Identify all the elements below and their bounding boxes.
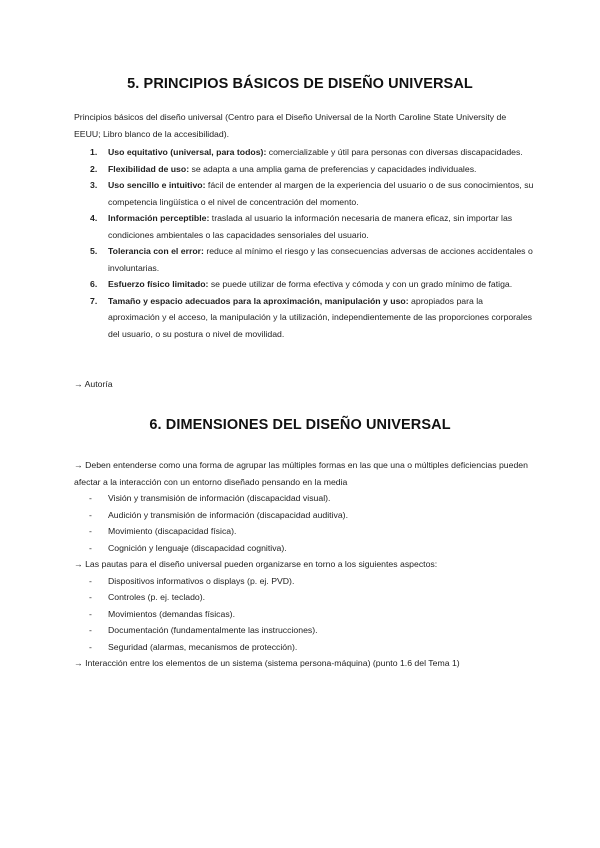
principle-item (74, 144, 534, 161)
list-item (74, 589, 534, 606)
principle-term: Tamaño y espacio adecuados para la aproximación, manipulación y uso: (108, 295, 409, 306)
dash-bullet: - (89, 542, 92, 553)
principle-term: Flexibilidad de uso: (108, 163, 190, 174)
principle-item (74, 177, 534, 210)
dash-bullet: - (89, 575, 92, 586)
principle-item (74, 293, 534, 343)
list-item (74, 540, 534, 557)
principle-desc: se puede utilizar de forma efectiva y cómoda y con un grado mínimo de fatiga. (208, 279, 513, 289)
principle-item (74, 210, 534, 243)
list-item-text: Seguridad (alarmas, mecanismos de protección). (108, 641, 298, 652)
principle-term: Esfuerzo físico limitado: (108, 279, 209, 289)
guidelines-list (74, 573, 534, 656)
dash-bullet: - (89, 608, 92, 619)
principle-desc: fácil de entender al margen de la experiencia del usuario o de sus conocimientos, su competencia lingüística o el nivel de concentración del momento. (108, 180, 534, 207)
list-item-text: Audición y transmisión de información (discapacidad auditiva). (108, 509, 348, 520)
list-item (74, 622, 534, 639)
list-item-text: Dispositivos informativos o displays (p. ej. PVD). (108, 575, 295, 586)
principles-list (74, 144, 534, 342)
principle-item (74, 161, 534, 178)
dash-bullet: - (89, 641, 92, 652)
dash-bullet: - (89, 625, 92, 635)
list-item (74, 573, 534, 590)
principle-term: Uso equitativo (universal, para todos): (108, 147, 267, 157)
list-item-text: Controles (p. ej. teclado). (108, 592, 206, 602)
section-6-body (74, 457, 534, 672)
principle-desc: apropiados para la aproximación y el acceso, la manipulación y la utilización, independientemente de las proporciones corporales del usuario, o su postura o nivel de movilidad. (108, 295, 532, 339)
principle-number: 4. (90, 213, 98, 223)
principle-desc: comercializable y útil para personas con diversas discapacidades. (266, 147, 523, 157)
dash-bullet: - (89, 509, 92, 520)
dash-bullet: - (89, 526, 92, 536)
dimensions-list (74, 490, 534, 556)
principle-term: Información perceptible: (108, 213, 210, 223)
principle-number: 3. (90, 180, 98, 190)
principle-number: 1. (90, 147, 98, 157)
section-6-heading: 6. DIMENSIONES DEL DISEÑO UNIVERSAL (149, 417, 451, 433)
principle-term: Uso sencillo e intuitivo: (108, 180, 206, 190)
principle-item (74, 276, 534, 293)
section-6-paragraph: → Las pautas para el diseño universal pueden organizarse en torno a los siguientes aspectos: (74, 559, 438, 569)
section-6-paragraph: → Deben entenderse como una forma de agrupar las múltiples formas en las que una o múltiples deficiencias pueden afectar a la interacción con un entorno diseñado pensando en la media (74, 460, 528, 487)
principle-number: 6. (90, 279, 98, 289)
principle-item (74, 243, 534, 276)
principle-desc: se adapta a una amplia gama de preferencias y capacidades individuales. (189, 163, 477, 174)
list-item (74, 490, 534, 507)
list-item (74, 639, 534, 656)
dash-bullet: - (89, 592, 92, 602)
section-5-heading: 5. PRINCIPIOS BÁSICOS DE DISEÑO UNIVERSAL (127, 76, 473, 92)
list-item-text: Documentación (fundamentalmente las instrucciones). (108, 625, 318, 635)
principle-term: Tolerancia con el error: (108, 246, 204, 256)
section-5-intro: Principios básicos del diseño universal (Centro para el Diseño Universal de la North Caroline State University de EEUU; Libro blanco de la accesibilidad). (74, 112, 507, 139)
principle-number: 5. (90, 246, 98, 256)
list-item-text: Movimientos (demandas físicas). (108, 608, 235, 619)
autoria-link: → Autoría (74, 379, 113, 389)
principle-desc: reduce al mínimo el riesgo y las consecuencias adversas de acciones accidentales o involuntarias. (108, 246, 533, 273)
list-item-text: Movimiento (discapacidad física). (108, 526, 237, 536)
list-item (74, 606, 534, 623)
principle-number: 7. (90, 295, 98, 306)
list-item-text: Visión y transmisión de información (discapacidad visual). (108, 493, 331, 503)
principle-number: 2. (90, 163, 98, 174)
list-item (74, 523, 534, 540)
dash-bullet: - (89, 493, 92, 503)
section-6-paragraph: → Interacción entre los elementos de un sistema (sistema persona-máquina) (punto 1.6 del Tema 1) (74, 658, 460, 668)
list-item-text: Cognición y lenguaje (discapacidad cognitiva). (108, 542, 287, 553)
list-item (74, 507, 534, 524)
principle-desc: traslada al usuario la información necesaria de manera eficaz, sin importar las condiciones ambientales o las capacidades sensoriales del usuario. (108, 213, 513, 240)
